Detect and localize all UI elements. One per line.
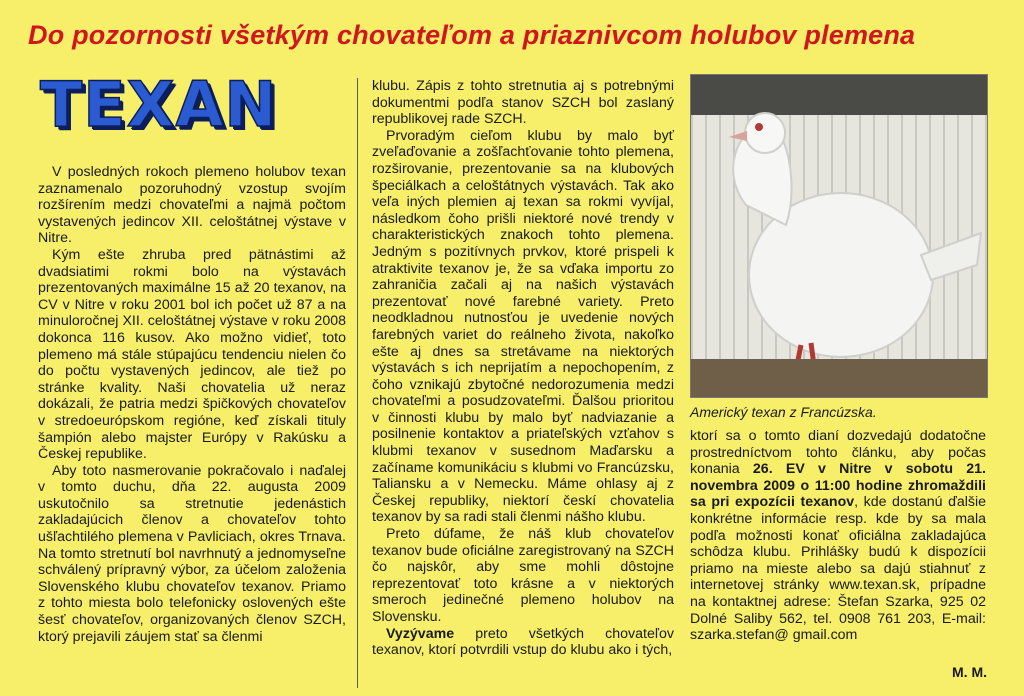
paragraph: Preto dúfame, že náš klub chovateľov texanov bude oficiálne zaregistrovaný na SZCH čo najskôr, aby sme mohli dôstojne reprezentovať toto krásne a v niektorých smeroch jedinečné plemeno holubov na Slovensku. (372, 526, 674, 625)
paragraph (372, 626, 674, 659)
column-2 (372, 78, 674, 659)
paragraph-start: ktorí sa o tomto dianí dozvedajú dodatočne prostredníctvom tohto článku, aby počas konania (690, 428, 986, 478)
paragraph: Kým ešte zhruba pred pätnástimi až dvadsiatimi rokmi bolo na výstavách prezentovaných maximálne 15 až 20 texanov, na CV v Nitre v roku 2001 bol ich počet už 87 a na minuloročnej XII. celoštátnej výstave v roku 2008 dokonca 116 kusov. Ako možno vidieť, toto plemeno má stále stúpajúcu tendenciu nielen čo do počtu vystavených jedincov, ale tiež po stránke kvality. Naši chovatelia už neraz dokázali, že patria medzi špičkových chovateľov v stredoeurópskom regióne, keď získali tituly šampión alebo majster Európy v Rakúsku a Českej republike. (38, 246, 346, 463)
bold-lead: Vyzývame (386, 625, 455, 642)
photo-caption: Americký texan z Francúzska. (690, 404, 877, 420)
paragraph: Prvoradým cieľom klubu by malo byť zveľaďovanie a zošľachťovanie tohto plemena, rozširovanie, prezentovanie sa na klubových špeciálkach a celoštátnych výstavách. Tak ako veľa iných plemien aj texan sa rokmi vyvíjal, následkom čoho prišli niektoré nové trendy v charakteristických znakoch tohto plemena. Jedným s pozitívnych prvkov, ktoré prispeli k atraktivite texanov je, že sa vďaka importu zo zahraničia začali aj na našich výstavách prezentovať nové farebné variety. Preto neodkladnou nutnosťou je uvedenie nových farebných variet do reálneho života, nakoľko ešte aj dnes sa stretávame na niektorých výstavách s ich neprijatím a nepochopením, z čoho vznikajú zbytočné nedorozumenia medzi chovateľmi a posudzovateľmi. Ďalšou prioritou v činnosti klubu by malo byť nadviazanie a posilnenie kontaktov a priateľských vzťahov s klubmi texanov v susednom Maďarsku a začíname komunikáciu s klubmi vo Francúzsku, Taliansku a v Nemecku. Máme ohlasy aj z Českej republiky, niektorí českí chovatelia texanov by sa radi stali členmi nášho klubu. (372, 127, 674, 526)
column-divider (357, 78, 358, 688)
event-details: 26. EV v Nitre v sobotu 21. novembra 2009 o 11:00 hodine zhromaždili sa pri expozícii texanov (690, 461, 987, 511)
article-title: TEXAN (40, 68, 278, 141)
photo-floor (691, 359, 987, 397)
column-1 (38, 164, 346, 645)
headline: Do pozornosti všetkým chovateľom a priaznivcom holubov plemena (28, 20, 916, 50)
paragraph-end: , kde dostanú ďalšie konkrétne informácie resp. kde by sa mala podľa možnosti konať oficiálna zakladajúca schôdza klubu. Prihlášky budú k dispozícii priamo na mieste alebo sa dajú stiahnuť z internetovej stránky www.texan.sk, prípadne na kontaktnej adrese: Štefan Szarka, 925 02 Dolné Saliby 562, tel. 0908 761 203, E-mail: szarka.stefan@ gmail.com (690, 494, 986, 644)
pigeon-icon (691, 75, 987, 397)
author-signature: M. M. (952, 664, 987, 680)
paragraph: klubu. Zápis z tohto stretnutia aj s potrebnými dokumentmi podľa stanov SZCH bol zaslaný republikovej rade SZCH. (372, 78, 674, 128)
pigeon-photo (690, 74, 988, 398)
paragraph (690, 428, 986, 644)
column-3 (690, 428, 986, 644)
paragraph: Aby toto nasmerovanie pokračovalo i naďalej v tomto duchu, dňa 22. augusta 2009 uskutočnilo sa stretnutie jedenástich zakladajúcich členov a chovateľov tohto ušľachtilého plemena v Pavliciach, okres Trnava. Na tomto stretnutí bol navrhnutý a jednomyseľne schválený prípravný výbor, za účelom založenia Slovenského klubu chovateľov texanov. Priamo z tohto miesta bolo telefonicky oslovených ešte šesť chovateľov, organizovaných členov SZCH, ktorý prejavili záujem stať sa členmi (38, 462, 346, 645)
paragraph-rest: preto všetkých chovateľov texanov, ktorí potvrdili vstup do klubu ako i tých, (372, 625, 674, 659)
paragraph: V posledných rokoch plemeno holubov texan zaznamenalo pozoruhodný vzostup svojím rozšírením medzi chovateľmi a najmä počtom vystavených jedincov XII. celoštátnej výstave v Nitre. (38, 164, 346, 247)
